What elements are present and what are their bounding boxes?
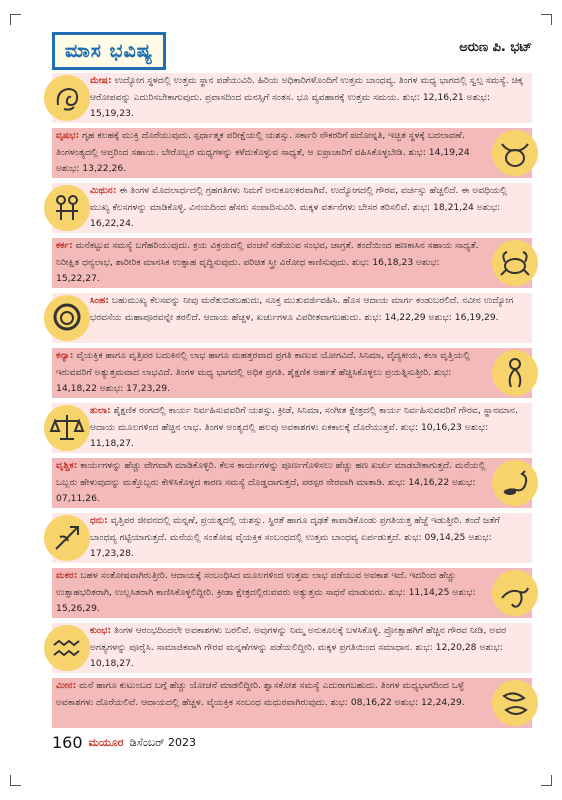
horoscope-list: [52, 73, 532, 733]
entry-text: ಮನೆಕಟ್ಟುವ ಸಮಸ್ಯೆ ಬಗೆಹರಿಯುವುದು. ಕ್ರಯ ವಿಕ್ರಯದಲ್ಲಿ ವಂಚನೆ ನಡೆಯುವ ಸಂಭವ, ಜಾಗ್ರತೆ. ತಂದೆಯಿಂದ ಹಣಕಾಸಿನ ಸಹಾಯ ಸಾಧ್ಯತೆ. ನಿರೀಕ್ಷಿತ ಧನ್ಯಲಾಭ, ಶಾರೀರಿಕ ಮಾನಸಿಕ ಉತ್ಸಾಹ ವೃದ್ಧಿಸುವುದು. ಪರಿಚಿತ ಸ್ತ್ರೀ ವಿರೋಧ ಕಾಣಿಸುವುದು. ಶುಭ: 16,18,23 ಅಶುಭ: 15,22,27.: [56, 240, 479, 284]
horoscope-entry-kumbha: [52, 623, 532, 673]
horoscope-entry-mithuna: [52, 183, 532, 233]
entry-text: ಬಹುಮುಖ್ಯ ಕೆಲಸವನ್ನು ನೀವು ಮರೆತುಬಿಡಬಹುದು, ಸೂಕ್ತ ಮುತುವರ್ಜಿವಹಿಸಿ. ಹೊಸ ಆದಾಯ ಮಾರ್ಗ ಕಂಡುಬರಲಿದೆ. ನವೀನ ಉದ್ಯೋಗ ಭರವಸೆಯ ಮಹಾಪೂರವನ್ನೇ ತರಲಿದೆ. ಆದಾಯ ಹೆಚ್ಚಳ, ಖರ್ಚುಗಳೂ ವಿಪರೀತವಾಗಬಹುದು. ಶುಭ: 14,22,29 ಅಶುಭ: 16,19,29.: [90, 295, 514, 323]
crop-mark: [541, 14, 552, 25]
issue-month: ಡಿಸೆಂಬರ್ 2023: [129, 735, 197, 749]
sign-name: ವೃಷಭ:: [56, 130, 80, 141]
horoscope-entry-tula: [52, 403, 532, 453]
horoscope-entry-vrishabha: [52, 128, 532, 178]
sign-name: ಸಿಂಹ:: [90, 295, 109, 306]
horoscope-entry-kanya: [52, 348, 532, 398]
horoscope-entry-meena: [52, 678, 532, 728]
sign-name: ಮೀನ:: [56, 680, 77, 691]
crop-mark: [10, 14, 21, 25]
sign-name: ಮಿಥುನ:: [90, 185, 117, 196]
sign-name: ಕನ್ಯಾ:: [56, 350, 74, 361]
horoscope-entry-dhanu: [52, 513, 532, 563]
entry-text: ಮನೆ ಹಾಗೂ ಕುಟುಂಬದ ಬಗ್ಗೆ ಹೆಚ್ಚು ಯೋಚನೆ ಮಾಡಲಿದ್ದೀರಿ. ಶ್ವಾಸಕೋಶ ಸಮಸ್ಯೆ ಎದುರಾಗಬಹುದು. ತಿಂಗಳ ಮಧ್ಯಭಾಗದಿಂದ ಒಳ್ಳೆ ಅವಕಾಶಗಳು ದೊರೆಯಲಿವೆ. ಆದಾಯದಲ್ಲಿ ಹೆಚ್ಚಳ. ವೈಯಕ್ತಿಕ ಸಂಬಂಧ ಮಧುರವಾಗಿರುವುದು. ಶುಭ: 08,16,22 ಅಶುಭ: 12,24,29.: [56, 680, 465, 708]
sign-name: ಕುಂಭ:: [90, 625, 112, 636]
sign-name: ಮಕರ:: [56, 570, 78, 581]
horoscope-entry-karka: [52, 238, 532, 288]
horoscope-entry-simha: [52, 293, 532, 343]
section-title-box: [52, 32, 166, 70]
sign-name: ಕರ್ಕ:: [56, 240, 73, 251]
entry-text: ಉದ್ಯೋಗ ಸ್ಥಳದಲ್ಲಿ ಉತ್ತಮ ಸ್ಥಾನ ಪಡೆಯುವಿರಿ. ಹಿರಿಯ ಅಧಿಕಾರಿಗಳೊಂದಿಗೆ ಉತ್ತಮ ಬಾಂಧವ್ಯ. ತಿಂಗಳ ಮಧ್ಯ ಭಾಗದಲ್ಲಿ ಸ್ವಲ್ಪ ಸಮಸ್ಯೆ. ಚಿಕ್ಕ ಆರೋಪವನ್ನು ಎದುರಿಸಬೇಕಾಗುವುದು. ಪ್ರವಾಸದಿಂದ ಮನಸ್ಸಿಗೆ ಸಂತಸ. ಭೂ ವ್ಯವಹಾರಕ್ಕೆ ಉತ್ತಮ ಸಮಯ. ಶುಭ: 12,16,21 ಅಶುಭ: 15,19,23.: [90, 75, 523, 119]
entry-text: ವೃತ್ತಿಪರ ಜೀವನದಲ್ಲಿ ಮನ್ನಣೆ, ಪ್ರಯತ್ನದಲ್ಲಿ ಯಶಸ್ಸು. ಸ್ಥಿರತೆ ಹಾಗೂ ದೃಢತೆ ಕಾಪಾಡಿಕೊಂಡು ಪ್ರಗತಿಯತ್ತ ಹೆಜ್ಜೆ ಇಡುತ್ತೀರಿ. ತಂದೆ ಜತೆಗೆ ಬಾಂಧವ್ಯ ಗಟ್ಟಿಯಾಗುತ್ತದೆ. ಮನೆಯಲ್ಲಿ ಸಂತೋಷ ವೈಯಕ್ತಿಕ ಸಂಬಂಧದಲ್ಲಿ ಉತ್ತಮ ಬಾಂಧವ್ಯ ಏರ್ಪಡುತ್ತದೆ. ಶುಭ: 09,14,25 ಅಶುಭ: 17,23,28.: [90, 515, 500, 559]
horoscope-entry-makara: [52, 568, 532, 618]
section-title: ಮಾಸ ಭವಿಷ್ಯ: [65, 40, 154, 62]
page-number: 160: [52, 733, 83, 752]
page-header: [52, 32, 532, 68]
sign-name: ಧನು:: [90, 515, 108, 526]
entry-text: ಗೃಹ ಕಲಹಕ್ಕೆ ಮುಕ್ತಿ ದೊರೆಯುವುದು. ಸ್ಪರ್ಧಾತ್ಮಕ ಪರೀಕ್ಷೆಯಲ್ಲಿ ಯಶಸ್ಸು. ಸರ್ಕಾರಿ ನೌಕರರಿಗೆ ಪದೋನ್ನತಿ, ಇಚ್ಛಿತ ಸ್ಥಳಕ್ಕೆ ಬದಲಾವಣೆ. ತಿಂಗಳಂತ್ಯದಲ್ಲಿ ಆಪ್ತರಿಂದ ಸಹಾಯ. ಬೇರೊಬ್ಬರ ಮಧ್ಯಗಳನ್ನು ಕಳೆದುಕೊಳ್ಳುವ ಸಾಧ್ಯತೆ, ಆ ಐಪ್ರಾಚಾರಿಗೆ ವಹಿಸಿಕೊಳ್ಳಬೇಡಿ. ಶುಭ: 14,19,24 ಅಶುಭ: 13,22,26.: [56, 130, 470, 174]
page-footer: [52, 733, 196, 752]
horoscope-entry-vrishchika: [52, 458, 532, 508]
entry-text: ಕಾರ್ಯಗಳನ್ನು ಹೆಚ್ಚು ವೇಗವಾಗಿ ಮಾಡಿಕೊಳ್ಳಿರಿ. ಕೆಲಸ ಕಾರ್ಯಗಳನ್ನು ಪೂರ್ಣಗೊಳಿಸಲು ಹೆಚ್ಚು ಹಣ ಖರ್ಚು ಮಾಡಬೇಕಾಗುತ್ತದೆ. ಮನೆಯಲ್ಲಿ ಒಬ್ಬರು ಹೇಳುವುದನ್ನು ಮತ್ತೊಬ್ಬರು ಕೇಳಿಸಿಕೊಳ್ಳದ ಕಾರಣ ಸಮಸ್ಯೆ ದೊಡ್ಡದಾಗುತ್ತದೆ, ಪರಸ್ಪರ ನೇರವಾಗಿ ಮಾತಾಡಿ. ಶುಭ: 14,16,22 ಅಶುಭ: 07,11,26.: [56, 460, 486, 504]
magazine-name: ಮಯೂರ: [88, 735, 124, 749]
entry-text: ಈ ತಿಂಗಳ ಮೊದಲಾರ್ಧದಲ್ಲಿ ಗ್ರಹಗತಿಗಳು ನಿಮಗೆ ಅನುಕೂಲಕರವಾಗಿವೆ. ಉದ್ಯೋಗದಲ್ಲಿ ಗೌರವ, ವರ್ಚಸ್ಸು ಹೆಚ್ಚಲಿದೆ. ಈ ಅವಧಿಯಲ್ಲಿ ಮುಖ್ಯ ಕೆಲಸಗಳನ್ನು ಮಾಡಿಕೊಳ್ಳಿ. ವಿನಯದಿಂದ ಹೆಸರು ಸಂಪಾದಿಸುವಿರಿ. ಮಕ್ಕಳ ವರ್ತನೆಗಳು ಬೇಸರ ತರಿಸಲಿವೆ. ಶುಭ: 18,21,24 ಅಶುಭ: 16,22,24.: [90, 185, 507, 229]
entry-text: ವೈಯಕ್ತಿಕ ಹಾಗೂ ವೃತ್ತಿಪರ ಬದುಕಿನಲ್ಲಿ ಲಾಭ ಹಾಗೂ ಮಹತ್ತರವಾದ ಪ್ರಗತಿ ಕಾಣುವ ಯೋಗವಿದೆ. ಸಿನಿಮಾ, ವೈದ್ಯಕೀಯ, ಕಲಾ ವೃತ್ತಿಯಲ್ಲಿ ಇರುವವರಿಗೆ ಅತ್ಯುತ್ತಮವಾದ ಲಾಭವಿದೆ. ತಿಂಗಳ ಮಧ್ಯ ಭಾಗದಲ್ಲಿ ಅಧಿಕ ಪ್ರಗತಿ. ಶೈಕ್ಷಣಿಕ ಅರ್ಹತೆ ಹೆಚ್ಚಿಸಿಕೊಳ್ಳಲು ಪ್ರಯತ್ನಿಸುತ್ತೀರಿ. ಶುಭ: 14,18,22 ಅಶುಭ: 17,23,29.: [56, 350, 471, 394]
crop-mark: [10, 775, 21, 786]
sign-name: ವೃಶ್ಚಿಕ:: [56, 460, 78, 471]
entry-text: ತಿಂಗಳ ಆರಂಭದಿಂದಲೇ ಅವಕಾಶಗಳು ಬರಲಿವೆ. ಅವುಗಳನ್ನು ನಿಮ್ಮ ಅನುಕೂಲಕ್ಕೆ ಬಳಸಿಕೊಳ್ಳಿ. ಪ್ರೋತ್ಸಾಹಗಿಗೆ ಹೆಚ್ಚಿನ ಗೌರವ ನೀಡಿ, ಅವರ ಅಗತ್ಯಗಳನ್ನು ಪೂರೈಸಿ. ಸಾಮಾಜಿಕವಾಗಿ ಗೌರವ ಮನ್ನಣೆಗಳನ್ನು ಪಡೆಯಲಿದ್ದೀರಿ. ಮಕ್ಕಳ ಪ್ರಗತಿಯಿಂದ ಸಮಾಧಾನ. ಶುಭ: 12,20,28 ಅಶುಭ: 10,18,27.: [90, 625, 507, 669]
crop-mark: [541, 775, 552, 786]
entry-text: ಬಹಳ ಸಂತೋಷವಾಗಿರುತ್ತೀರಿ. ಆದಾಯಕ್ಕೆ ಸಂಬಂಧಿಸಿದ ಮೂಲಗಳಿಂದ ಉತ್ತಮ ಲಾಭ ಪಡೆಯುವ ಅವಕಾಶ ಇದೆ. ಇದರಿಂದ ಹೆಚ್ಚು ಉತ್ಸಾಹಭರಿತರಾಗಿ, ಉಲ್ಲಸಿತರಾಗಿ ಕಾಣಿಸಿಕೊಳ್ಳಲಿದ್ದೀರಿ. ಕ್ರೀಡಾ ಕ್ಷೇತ್ರದಲ್ಲಿರುವವರು ಅತ್ಯುತ್ತಮ ಸಾಧನೆ ಮಾಡುವರು. ಶುಭ: 11,14,25 ಅಶುಭ: 15,26,29.: [56, 570, 476, 614]
horoscope-entry-mesha: [52, 73, 532, 123]
sign-name: ತುಲಾ:: [90, 405, 111, 416]
sign-name: ಮೇಷ:: [90, 75, 112, 86]
author-name: ಅರುಣ ಪಿ. ಭಟ್: [459, 40, 532, 55]
entry-text: ಶೈಕ್ಷಣಿಕ ರಂಗದಲ್ಲಿ ಕಾರ್ಯ ನಿರ್ವಹಿಸುವವರಿಗೆ ಯಶಸ್ಸು. ಕ್ರೀಡೆ, ಸಿನಿಮಾ, ಸಂಗೀತ ಕ್ಷೇತ್ರದಲ್ಲಿ ಕಾರ್ಯ ನಿರ್ವಹಿಸುವವರಿಗೆ ಗೌರವ, ಸ್ಥಾನಮಾನ. ಆದಾಯ ಮೂಲಗಳಿಂದ ಹೆಚ್ಚಿನ ಲಾಭ. ತಿಂಗಳ ಅಂತ್ಯದಲ್ಲಿ ಹಲವು ಅವಕಾಶಗಳು ಏಕಕಾಲಕ್ಕೆ ದೊರೆಯುತ್ತವೆ. ಶುಭ: 10,16,23 ಅಶುಭ: 11,18,27.: [90, 405, 518, 449]
